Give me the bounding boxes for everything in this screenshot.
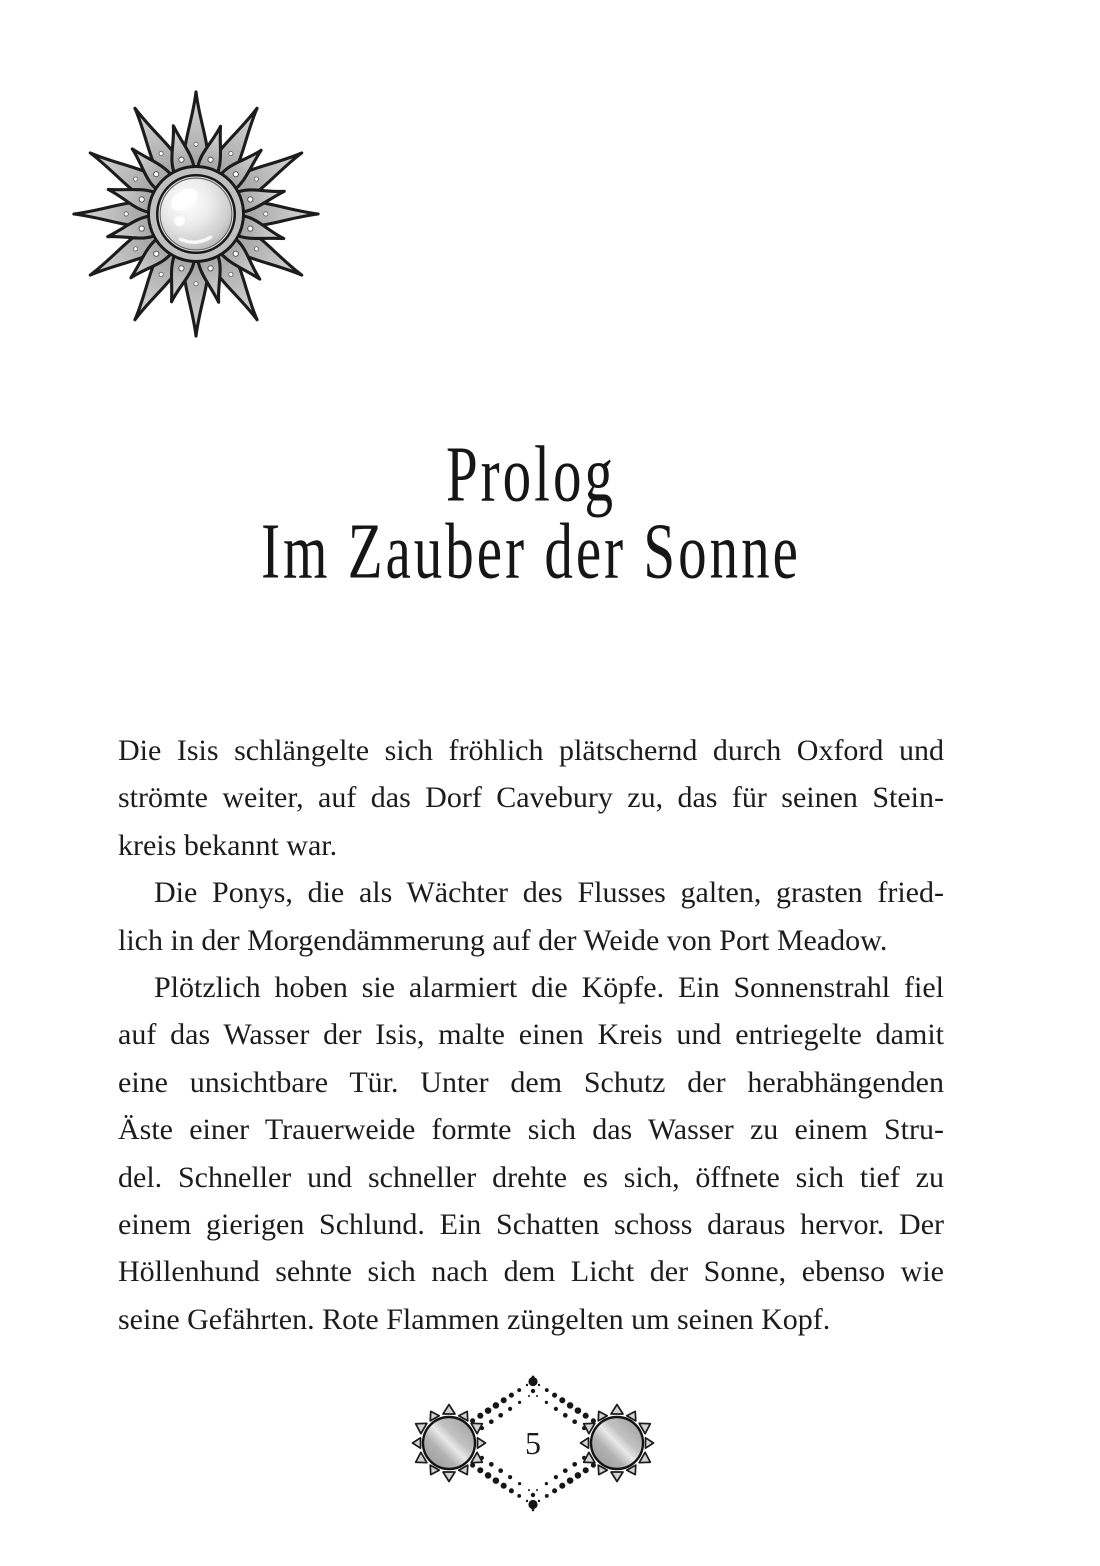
text-line: kreis bekannt war. [118, 828, 338, 862]
text-line: Äste einer Trauerweide formte sich das Wasser zu einem Stru- [118, 1113, 944, 1147]
text-line: Plötzlich hoben sie alarmiert die Köpfe. Ein Sonnenstrahl fiel [154, 971, 944, 1005]
orb-highlight-small [174, 215, 185, 226]
body-text [118, 727, 944, 1343]
footer-ornament [393, 1375, 673, 1515]
sun-orb [160, 178, 232, 250]
text-line: einem gierigen Schlund. Ein Schatten schoss daraus hervor. Der [118, 1208, 944, 1242]
chapter-heading-line2: Im Zauber der Sonne [261, 507, 801, 596]
text-line: lich in der Morgendämmerung auf der Weide von Port Meadow. [118, 923, 888, 957]
text-line: strömte weiter, auf das Dorf Cavebury zu, das für seinen Stein- [118, 781, 944, 815]
chapter-heading-line1: Prolog [445, 430, 617, 519]
chapter-heading [118, 430, 944, 596]
page-number: 5 [525, 1425, 541, 1461]
text-line: del. Schneller und schneller drehte es sich, öffnete sich tief zu [118, 1160, 944, 1194]
sun-emblem-illustration [70, 88, 322, 340]
text-line: Die Ponys, die als Wächter des Flusses galten, grasten fried- [154, 876, 944, 910]
text-line: Höllenhund sehnte sich nach dem Licht der Sonne, ebenso wie [118, 1255, 944, 1289]
text-line: eine unsichtbare Tür. Unter dem Schutz der herabhängenden [118, 1065, 944, 1099]
text-line: seine Gefährten. Rote Flammen züngelten um seinen Kopf. [118, 1302, 831, 1336]
text-line: auf das Wasser der Isis, malte einen Kreis und entriegelte damit [118, 1018, 944, 1052]
text-line: Die Isis schlängelte sich fröhlich plätschernd durch Oxford und [118, 734, 944, 767]
